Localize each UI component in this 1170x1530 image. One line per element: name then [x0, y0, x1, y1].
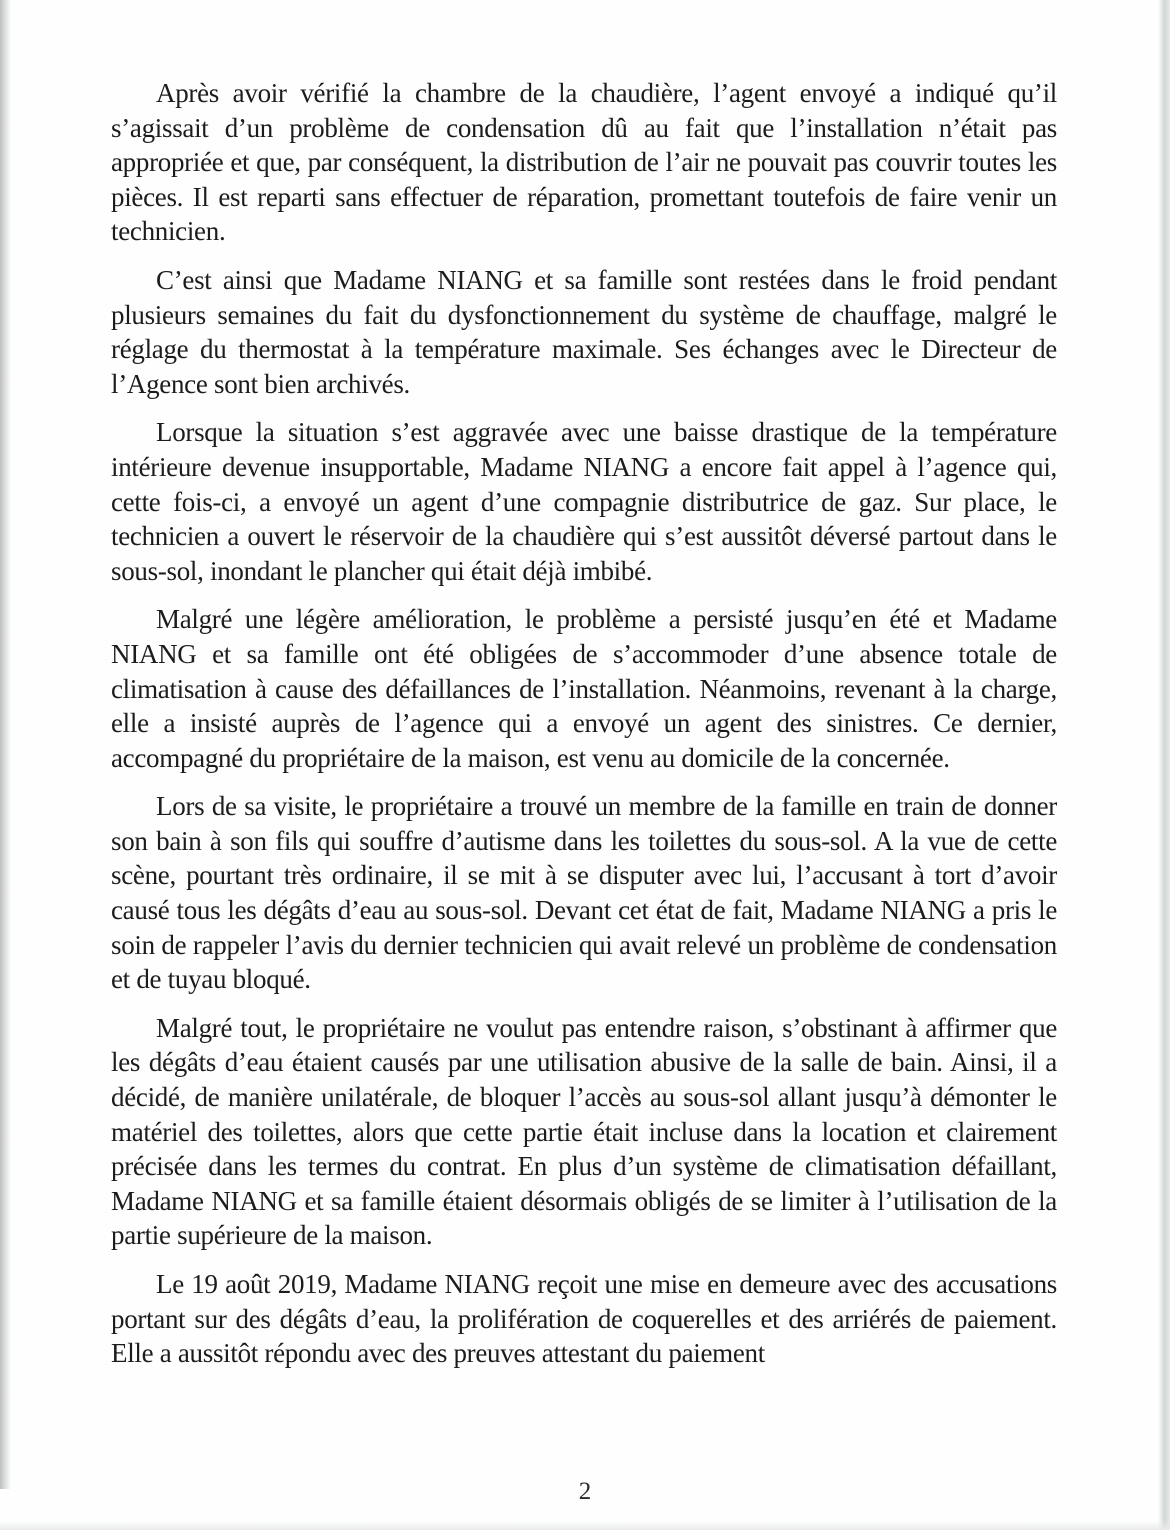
paragraph-7: Le 19 août 2019, Madame NIANG reçoit une mise en demeure avec des accusations portant sur des dégâts d’eau, la prolifération de coquerelles et des arriérés de paiement. Elle a aussitôt répondu avec des preuves attestant du paiement	[111, 1269, 1057, 1369]
document-body	[111, 76, 1057, 1385]
scan-edge-bottom	[0, 1521, 1170, 1530]
paragraph-1: Après avoir vérifié la chambre de la chaudière, l’agent envoyé a indiqué qu’il s’agissait d’un problème de condensation dû au fait que l’installation n’était pas appropriée et que, par conséquent, la distribution de l’air ne pouvait pas couvrir toutes les pièces. Il est reparti sans effectuer de réparation, promettant toutefois de faire venir un technicien.	[111, 78, 1057, 247]
scan-edge-right	[1158, 0, 1170, 1530]
paragraph-2: C’est ainsi que Madame NIANG et sa famille sont restées dans le froid pendant plusieurs semaines du fait du dysfonctionnement du système de chauffage, malgré le réglage du thermostat à la température maximale. Ses échanges avec le Directeur de l’Agence sont bien archivés.	[111, 264, 1057, 399]
paragraph-3: Lorsque la situation s’est aggravée avec une baisse drastique de la température intérieure devenue insupportable, Madame NIANG a encore fait appel à l’agence qui, cette fois-ci, a envoyé un agent d’une compagnie distributrice de gaz. Sur place, le technicien a ouvert le réservoir de la chaudière qui s’est aussitôt déversé partout dans le sous-sol, inondant le plancher qui était déjà imbibé.	[111, 417, 1057, 586]
paragraph-4: Malgré une légère amélioration, le problème a persisté jusqu’en été et Madame NIANG et sa famille ont été obligées de s’accommoder d’une absence totale de climatisation à cause des défaillances de l’installation. Néanmoins, revenant à la charge, elle a insisté auprès de l’agence qui a envoyé un agent des sinistres. Ce dernier, accompagné du propriétaire de la maison, est venu au domicile de la concernée.	[111, 604, 1057, 773]
paragraph-5: Lors de sa visite, le propriétaire a trouvé un membre de la famille en train de donner son bain à son fils qui souffre d’autisme dans les toilettes du sous-sol. A la vue de cette scène, pourtant très ordinaire, il se mit à se disputer avec lui, l’accusant à tort d’avoir causé tous les dégâts d’eau au sous-sol. Devant cet état de fait, Madame NIANG a pris le soin de rappeler l’avis du dernier technicien qui avait relevé un problème de condensation et de tuyau bloqué.	[111, 791, 1057, 995]
paragraph-6: Malgré tout, le propriétaire ne voulut pas entendre raison, s’obstinant à affirmer que les dégâts d’eau étaient causés par une utilisation abusive de la salle de bain. Ainsi, il a décidé, de manière unilatérale, de bloquer l’accès au sous-sol allant jusqu’à démonter le matériel des toilettes, alors que cette partie était incluse dans la location et clairement précisée dans les termes du contrat. En plus d’un système de climatisation défaillant, Madame NIANG et sa famille étaient désormais obligés de se limiter à l’utilisation de la partie supérieure de la maison.	[111, 1012, 1057, 1251]
scan-edge-left	[0, 0, 11, 1489]
page-number: 2	[578, 1478, 592, 1505]
